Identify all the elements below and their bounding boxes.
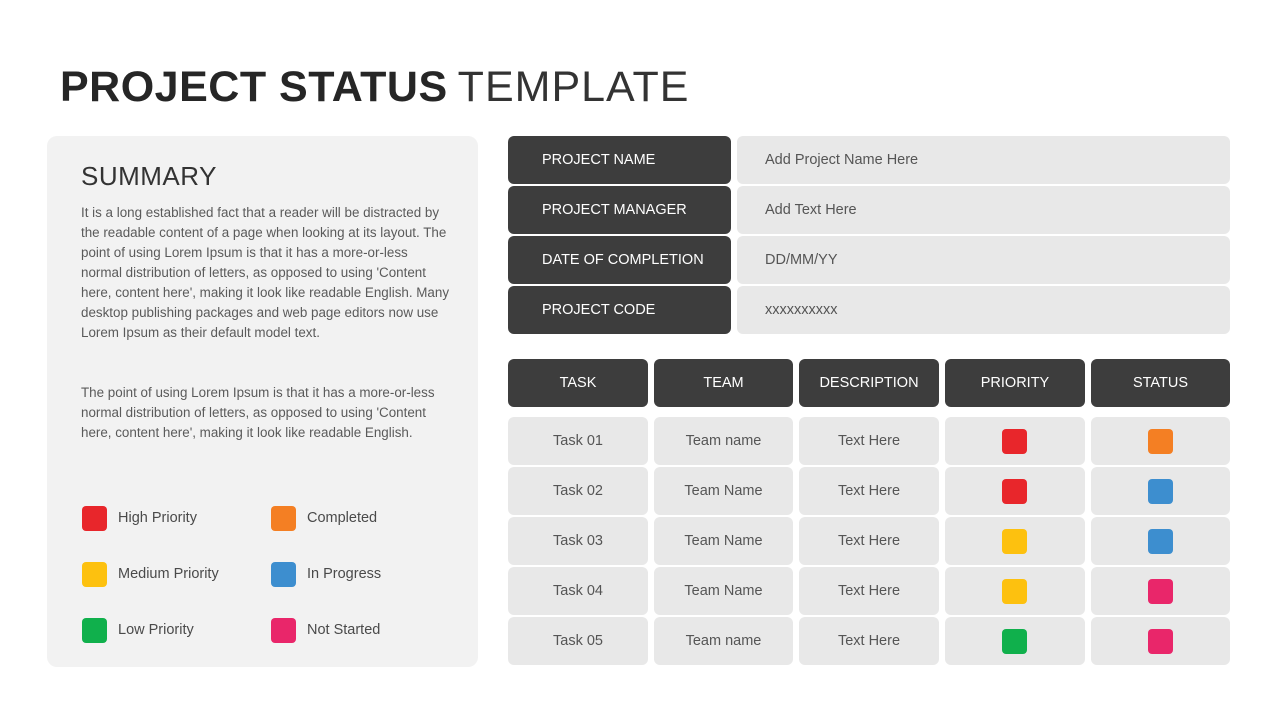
summary-paragraph-1: It is a long established fact that a reader will be distracted by the readable content of a page when looking at its layout. The point of using Lorem Ipsum is that it has a more-or-less normal distribution of letters, as opposed to using 'Content here, content here', making it look like readable English. Many desktop publishing packages and web page editors now use Lorem Ipsum as their default model text.	[81, 205, 450, 340]
priority-cell	[945, 567, 1085, 615]
legend-not-started	[271, 617, 380, 643]
legend-label: Not Started	[307, 622, 381, 638]
header-priority: PRIORITY	[945, 359, 1085, 407]
header-description: DESCRIPTION	[799, 359, 939, 407]
status-cell	[1091, 517, 1230, 565]
description-cell: Text Here	[799, 617, 939, 665]
priority-indicator	[1002, 429, 1027, 454]
team-cell: Team Name	[654, 467, 793, 515]
medium-priority-swatch	[82, 562, 107, 587]
legend-completed	[271, 505, 377, 531]
task-cell: Task 05	[508, 617, 648, 665]
task-cell: Task 04	[508, 567, 648, 615]
priority-cell	[945, 517, 1085, 565]
info-row-project-code	[508, 286, 1230, 334]
info-label: PROJECT CODE	[508, 286, 731, 334]
in-progress-swatch	[271, 562, 296, 587]
page-title	[60, 62, 689, 112]
high-priority-swatch	[82, 506, 107, 531]
status-cell	[1091, 567, 1230, 615]
title-light: TEMPLATE	[457, 63, 690, 111]
priority-indicator	[1002, 479, 1027, 504]
project-code-field[interactable]: xxxxxxxxxx	[737, 286, 1230, 334]
summary-panel	[47, 136, 478, 667]
priority-cell	[945, 467, 1085, 515]
status-indicator	[1148, 579, 1173, 604]
title-bold: PROJECT STATUS	[60, 63, 448, 111]
status-indicator	[1148, 429, 1173, 454]
header-task: TASK	[508, 359, 648, 407]
info-row-date-of-completion	[508, 236, 1230, 284]
team-cell: Team name	[654, 617, 793, 665]
header-status: STATUS	[1091, 359, 1230, 407]
info-label: PROJECT MANAGER	[508, 186, 731, 234]
status-indicator	[1148, 529, 1173, 554]
task-cell: Task 02	[508, 467, 648, 515]
description-cell: Text Here	[799, 417, 939, 465]
status-indicator	[1148, 629, 1173, 654]
priority-indicator	[1002, 629, 1027, 654]
info-row-project-name	[508, 136, 1230, 184]
not-started-swatch	[271, 618, 296, 643]
task-cell: Task 03	[508, 517, 648, 565]
status-cell	[1091, 467, 1230, 515]
description-cell: Text Here	[799, 467, 939, 515]
legend-medium-priority	[82, 561, 219, 587]
priority-indicator	[1002, 529, 1027, 554]
summary-paragraph-2: The point of using Lorem Ipsum is that it has a more-or-less normal distribution of letters, as opposed to using 'Content here, content here', making it look like readable English.	[81, 385, 435, 440]
priority-cell	[945, 617, 1085, 665]
header-team: TEAM	[654, 359, 793, 407]
legend-label: Medium Priority	[118, 566, 219, 582]
status-cell	[1091, 417, 1230, 465]
legend-label: Low Priority	[118, 622, 194, 638]
legend-low-priority	[82, 617, 194, 643]
team-cell: Team Name	[654, 517, 793, 565]
task-cell: Task 01	[508, 417, 648, 465]
summary-heading: SUMMARY	[81, 161, 217, 191]
info-label: DATE OF COMPLETION	[508, 236, 731, 284]
project-manager-field[interactable]: Add Text Here	[737, 186, 1230, 234]
info-label: PROJECT NAME	[508, 136, 731, 184]
project-name-field[interactable]: Add Project Name Here	[737, 136, 1230, 184]
status-indicator	[1148, 479, 1173, 504]
low-priority-swatch	[82, 618, 107, 643]
completed-swatch	[271, 506, 296, 531]
legend-high-priority	[82, 505, 197, 531]
description-cell: Text Here	[799, 517, 939, 565]
team-cell: Team name	[654, 417, 793, 465]
status-cell	[1091, 617, 1230, 665]
legend-label: High Priority	[118, 510, 197, 526]
priority-indicator	[1002, 579, 1027, 604]
description-cell: Text Here	[799, 567, 939, 615]
team-cell: Team Name	[654, 567, 793, 615]
info-row-project-manager	[508, 186, 1230, 234]
legend-label: In Progress	[307, 566, 382, 582]
legend-label: Completed	[307, 510, 378, 526]
date-of-completion-field[interactable]: DD/MM/YY	[737, 236, 1230, 284]
legend-in-progress	[271, 561, 381, 587]
priority-cell	[945, 417, 1085, 465]
